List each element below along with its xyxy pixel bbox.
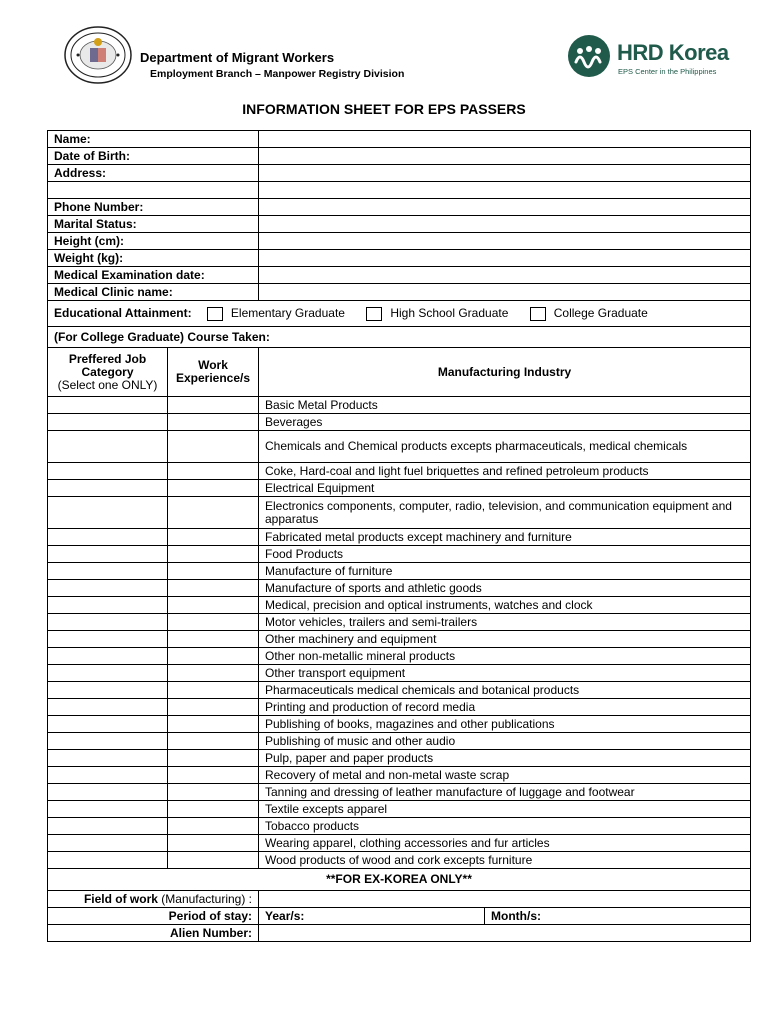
- work-experience-cell[interactable]: [168, 463, 259, 480]
- medical-date-label: Medical Examination date:: [48, 267, 259, 284]
- preferred-job-header-line2: Category: [81, 364, 134, 379]
- work-experience-cell[interactable]: [168, 431, 259, 463]
- course-taken-label[interactable]: (For College Graduate) Course Taken:: [48, 327, 751, 348]
- work-experience-cell[interactable]: [168, 648, 259, 665]
- college-option-label: College Graduate: [553, 305, 648, 320]
- preferred-job-cell[interactable]: [48, 682, 168, 699]
- preferred-job-cell[interactable]: [48, 597, 168, 614]
- preferred-job-cell[interactable]: [48, 852, 168, 869]
- marital-status-label: Marital Status:: [48, 216, 259, 233]
- name-label: Name:: [48, 131, 259, 148]
- work-experience-cell[interactable]: [168, 733, 259, 750]
- preferred-job-cell[interactable]: [48, 767, 168, 784]
- preferred-job-cell[interactable]: [48, 818, 168, 835]
- preferred-job-cell[interactable]: [48, 733, 168, 750]
- work-experience-cell[interactable]: [168, 835, 259, 852]
- work-experience-cell[interactable]: [168, 414, 259, 431]
- work-experience-cell[interactable]: [168, 580, 259, 597]
- industry-label: Wood products of wood and cork excepts furniture: [259, 852, 751, 869]
- work-experience-cell[interactable]: [168, 665, 259, 682]
- dob-label: Date of Birth:: [48, 148, 259, 165]
- industry-label: Chemicals and Chemical products excepts pharmaceuticals, medical chemicals: [259, 431, 751, 463]
- work-experience-header-line2: Experience/s: [175, 371, 251, 385]
- preferred-job-cell[interactable]: [48, 580, 168, 597]
- work-experience-cell[interactable]: [168, 546, 259, 563]
- industry-label: Food Products: [259, 546, 751, 563]
- address-label: Address:: [48, 165, 259, 182]
- work-experience-cell[interactable]: [168, 480, 259, 497]
- work-experience-cell[interactable]: [168, 529, 259, 546]
- preferred-job-cell[interactable]: [48, 497, 168, 529]
- preferred-job-header-line3: (Select one ONLY): [57, 377, 158, 392]
- preferred-job-header-line1: Preffered Job: [68, 351, 147, 366]
- industry-label: Pharmaceuticals medical chemicals and botanical products: [259, 682, 751, 699]
- industry-row: [48, 733, 751, 750]
- industry-label: Wearing apparel, clothing accessories and fur articles: [259, 835, 751, 852]
- field-of-work-label-rest: (Manufacturing) :: [157, 891, 252, 906]
- hrd-korea-name: HRD Korea: [617, 40, 729, 65]
- industry-row: [48, 818, 751, 835]
- work-experience-cell[interactable]: [168, 767, 259, 784]
- industry-row: [48, 665, 751, 682]
- work-experience-cell[interactable]: [168, 563, 259, 580]
- industry-label: Other machinery and equipment: [259, 631, 751, 648]
- industry-label: Recovery of metal and non-metal waste scrap: [259, 767, 751, 784]
- height-field[interactable]: [259, 233, 751, 250]
- industry-label: Tobacco products: [259, 818, 751, 835]
- industry-row: [48, 631, 751, 648]
- preferred-job-cell[interactable]: [48, 750, 168, 767]
- preferred-job-cell[interactable]: [48, 631, 168, 648]
- work-experience-cell[interactable]: [168, 614, 259, 631]
- industry-label: Tanning and dressing of leather manufacture of luggage and footwear: [259, 784, 751, 801]
- industry-label: Manufacture of sports and athletic goods: [259, 580, 751, 597]
- industry-row: [48, 480, 751, 497]
- weight-label: Weight (kg):: [48, 250, 259, 267]
- work-experience-cell[interactable]: [168, 750, 259, 767]
- industry-row: [48, 431, 751, 463]
- field-of-work-label: [48, 891, 259, 908]
- industry-row: [48, 614, 751, 631]
- industry-row: [48, 767, 751, 784]
- preferred-job-cell[interactable]: [48, 784, 168, 801]
- industry-label: Pulp, paper and paper products: [259, 750, 751, 767]
- preferred-job-cell[interactable]: [48, 563, 168, 580]
- work-experience-cell[interactable]: [168, 784, 259, 801]
- industry-row: [48, 835, 751, 852]
- phone-field[interactable]: [259, 199, 751, 216]
- work-experience-cell[interactable]: [168, 497, 259, 529]
- industry-label: Printing and production of record media: [259, 699, 751, 716]
- industry-label: Textile excepts apparel: [259, 801, 751, 818]
- preferred-job-cell[interactable]: [48, 546, 168, 563]
- preferred-job-cell[interactable]: [48, 463, 168, 480]
- industry-label: Medical, precision and optical instruments, watches and clock: [259, 597, 751, 614]
- industry-row: [48, 546, 751, 563]
- months-field[interactable]: Month/s:: [485, 908, 751, 925]
- industry-row: [48, 852, 751, 869]
- industry-row: [48, 801, 751, 818]
- industry-row: [48, 563, 751, 580]
- preferred-job-cell[interactable]: [48, 614, 168, 631]
- preferred-job-cell[interactable]: [48, 665, 168, 682]
- industry-label: Other non-metallic mineral products: [259, 648, 751, 665]
- preferred-job-cell[interactable]: [48, 801, 168, 818]
- address-field[interactable]: [259, 165, 751, 182]
- dmw-seal-logo: [64, 26, 132, 84]
- industry-label: Electrical Equipment: [259, 480, 751, 497]
- industry-row: [48, 529, 751, 546]
- division-name: Employment Branch – Manpower Registry Division: [150, 68, 405, 80]
- hrd-korea-logo-icon: [566, 34, 612, 78]
- phone-label: Phone Number:: [48, 199, 259, 216]
- industry-label: Beverages: [259, 414, 751, 431]
- industry-label: Other transport equipment: [259, 665, 751, 682]
- medical-clinic-label: Medical Clinic name:: [48, 284, 259, 301]
- industry-row: [48, 497, 751, 529]
- industry-row: [48, 648, 751, 665]
- ex-korea-heading: **FOR EX-KOREA ONLY**: [48, 869, 751, 891]
- industry-label: Electronics components, computer, radio, television, and communication equipment and apparatus: [259, 497, 751, 529]
- industry-row: [48, 716, 751, 733]
- elementary-checkbox[interactable]: [207, 307, 223, 321]
- work-experience-cell[interactable]: [168, 682, 259, 699]
- work-experience-cell[interactable]: [168, 818, 259, 835]
- field-of-work-label-bold: Field of work: [83, 891, 158, 906]
- years-field[interactable]: Year/s:: [259, 908, 485, 925]
- weight-field[interactable]: [259, 250, 751, 267]
- work-experience-cell[interactable]: [168, 852, 259, 869]
- preferred-job-cell[interactable]: [48, 414, 168, 431]
- alien-number-label: Alien Number:: [48, 925, 259, 942]
- work-experience-cell[interactable]: [168, 699, 259, 716]
- period-of-stay-label: Period of stay:: [48, 908, 259, 925]
- preferred-job-header: [48, 348, 168, 397]
- manufacturing-industry-header: Manufacturing Industry: [259, 348, 751, 397]
- document-title: INFORMATION SHEET FOR EPS PASSERS: [242, 101, 526, 117]
- department-name: Department of Migrant Workers: [140, 50, 335, 65]
- industry-row: [48, 397, 751, 414]
- name-field[interactable]: [259, 131, 751, 148]
- preferred-job-cell[interactable]: [48, 431, 168, 463]
- work-experience-header-line1: Work: [198, 358, 228, 372]
- work-experience-cell[interactable]: [168, 716, 259, 733]
- industry-row: [48, 580, 751, 597]
- industry-label: Fabricated metal products except machinery and furniture: [259, 529, 751, 546]
- industry-row: [48, 463, 751, 480]
- educational-attainment-label: Educational Attainment:: [54, 305, 192, 320]
- preferred-job-cell[interactable]: [48, 699, 168, 716]
- information-sheet-form: [47, 130, 751, 942]
- alien-number-field[interactable]: [259, 925, 751, 942]
- industry-row: [48, 750, 751, 767]
- industry-label: Manufacture of furniture: [259, 563, 751, 580]
- industry-label: Publishing of music and other audio: [259, 733, 751, 750]
- industry-row: [48, 699, 751, 716]
- industry-label: Motor vehicles, trailers and semi-trailers: [259, 614, 751, 631]
- work-experience-cell[interactable]: [168, 597, 259, 614]
- college-checkbox[interactable]: [530, 307, 546, 321]
- work-experience-cell[interactable]: [168, 397, 259, 414]
- industry-row: [48, 414, 751, 431]
- field-of-work-field[interactable]: [259, 891, 751, 908]
- industry-label: Coke, Hard-coal and light fuel briquettes and refined petroleum products: [259, 463, 751, 480]
- educational-attainment-row: [48, 301, 751, 327]
- industry-row: [48, 597, 751, 614]
- work-experience-cell[interactable]: [168, 801, 259, 818]
- medical-date-field[interactable]: [259, 267, 751, 284]
- dob-field[interactable]: [259, 148, 751, 165]
- industry-row: [48, 682, 751, 699]
- medical-clinic-field[interactable]: [259, 284, 751, 301]
- high-school-option-label: High School Graduate: [390, 305, 509, 320]
- marital-status-field[interactable]: [259, 216, 751, 233]
- preferred-job-cell[interactable]: [48, 480, 168, 497]
- preferred-job-cell[interactable]: [48, 397, 168, 414]
- address-label-continued: [48, 182, 259, 199]
- industry-label: Basic Metal Products: [259, 397, 751, 414]
- address-field-line2[interactable]: [259, 182, 751, 199]
- work-experience-header: [168, 348, 259, 397]
- preferred-job-cell[interactable]: [48, 529, 168, 546]
- industry-row: [48, 784, 751, 801]
- high-school-checkbox[interactable]: [366, 307, 382, 321]
- preferred-job-cell[interactable]: [48, 648, 168, 665]
- preferred-job-cell[interactable]: [48, 835, 168, 852]
- elementary-option-label: Elementary Graduate: [230, 305, 345, 320]
- preferred-job-cell[interactable]: [48, 716, 168, 733]
- hrd-korea-tagline: EPS Center in the Philippines: [618, 67, 717, 76]
- industry-label: Publishing of books, magazines and other publications: [259, 716, 751, 733]
- height-label: Height (cm):: [48, 233, 259, 250]
- work-experience-cell[interactable]: [168, 631, 259, 648]
